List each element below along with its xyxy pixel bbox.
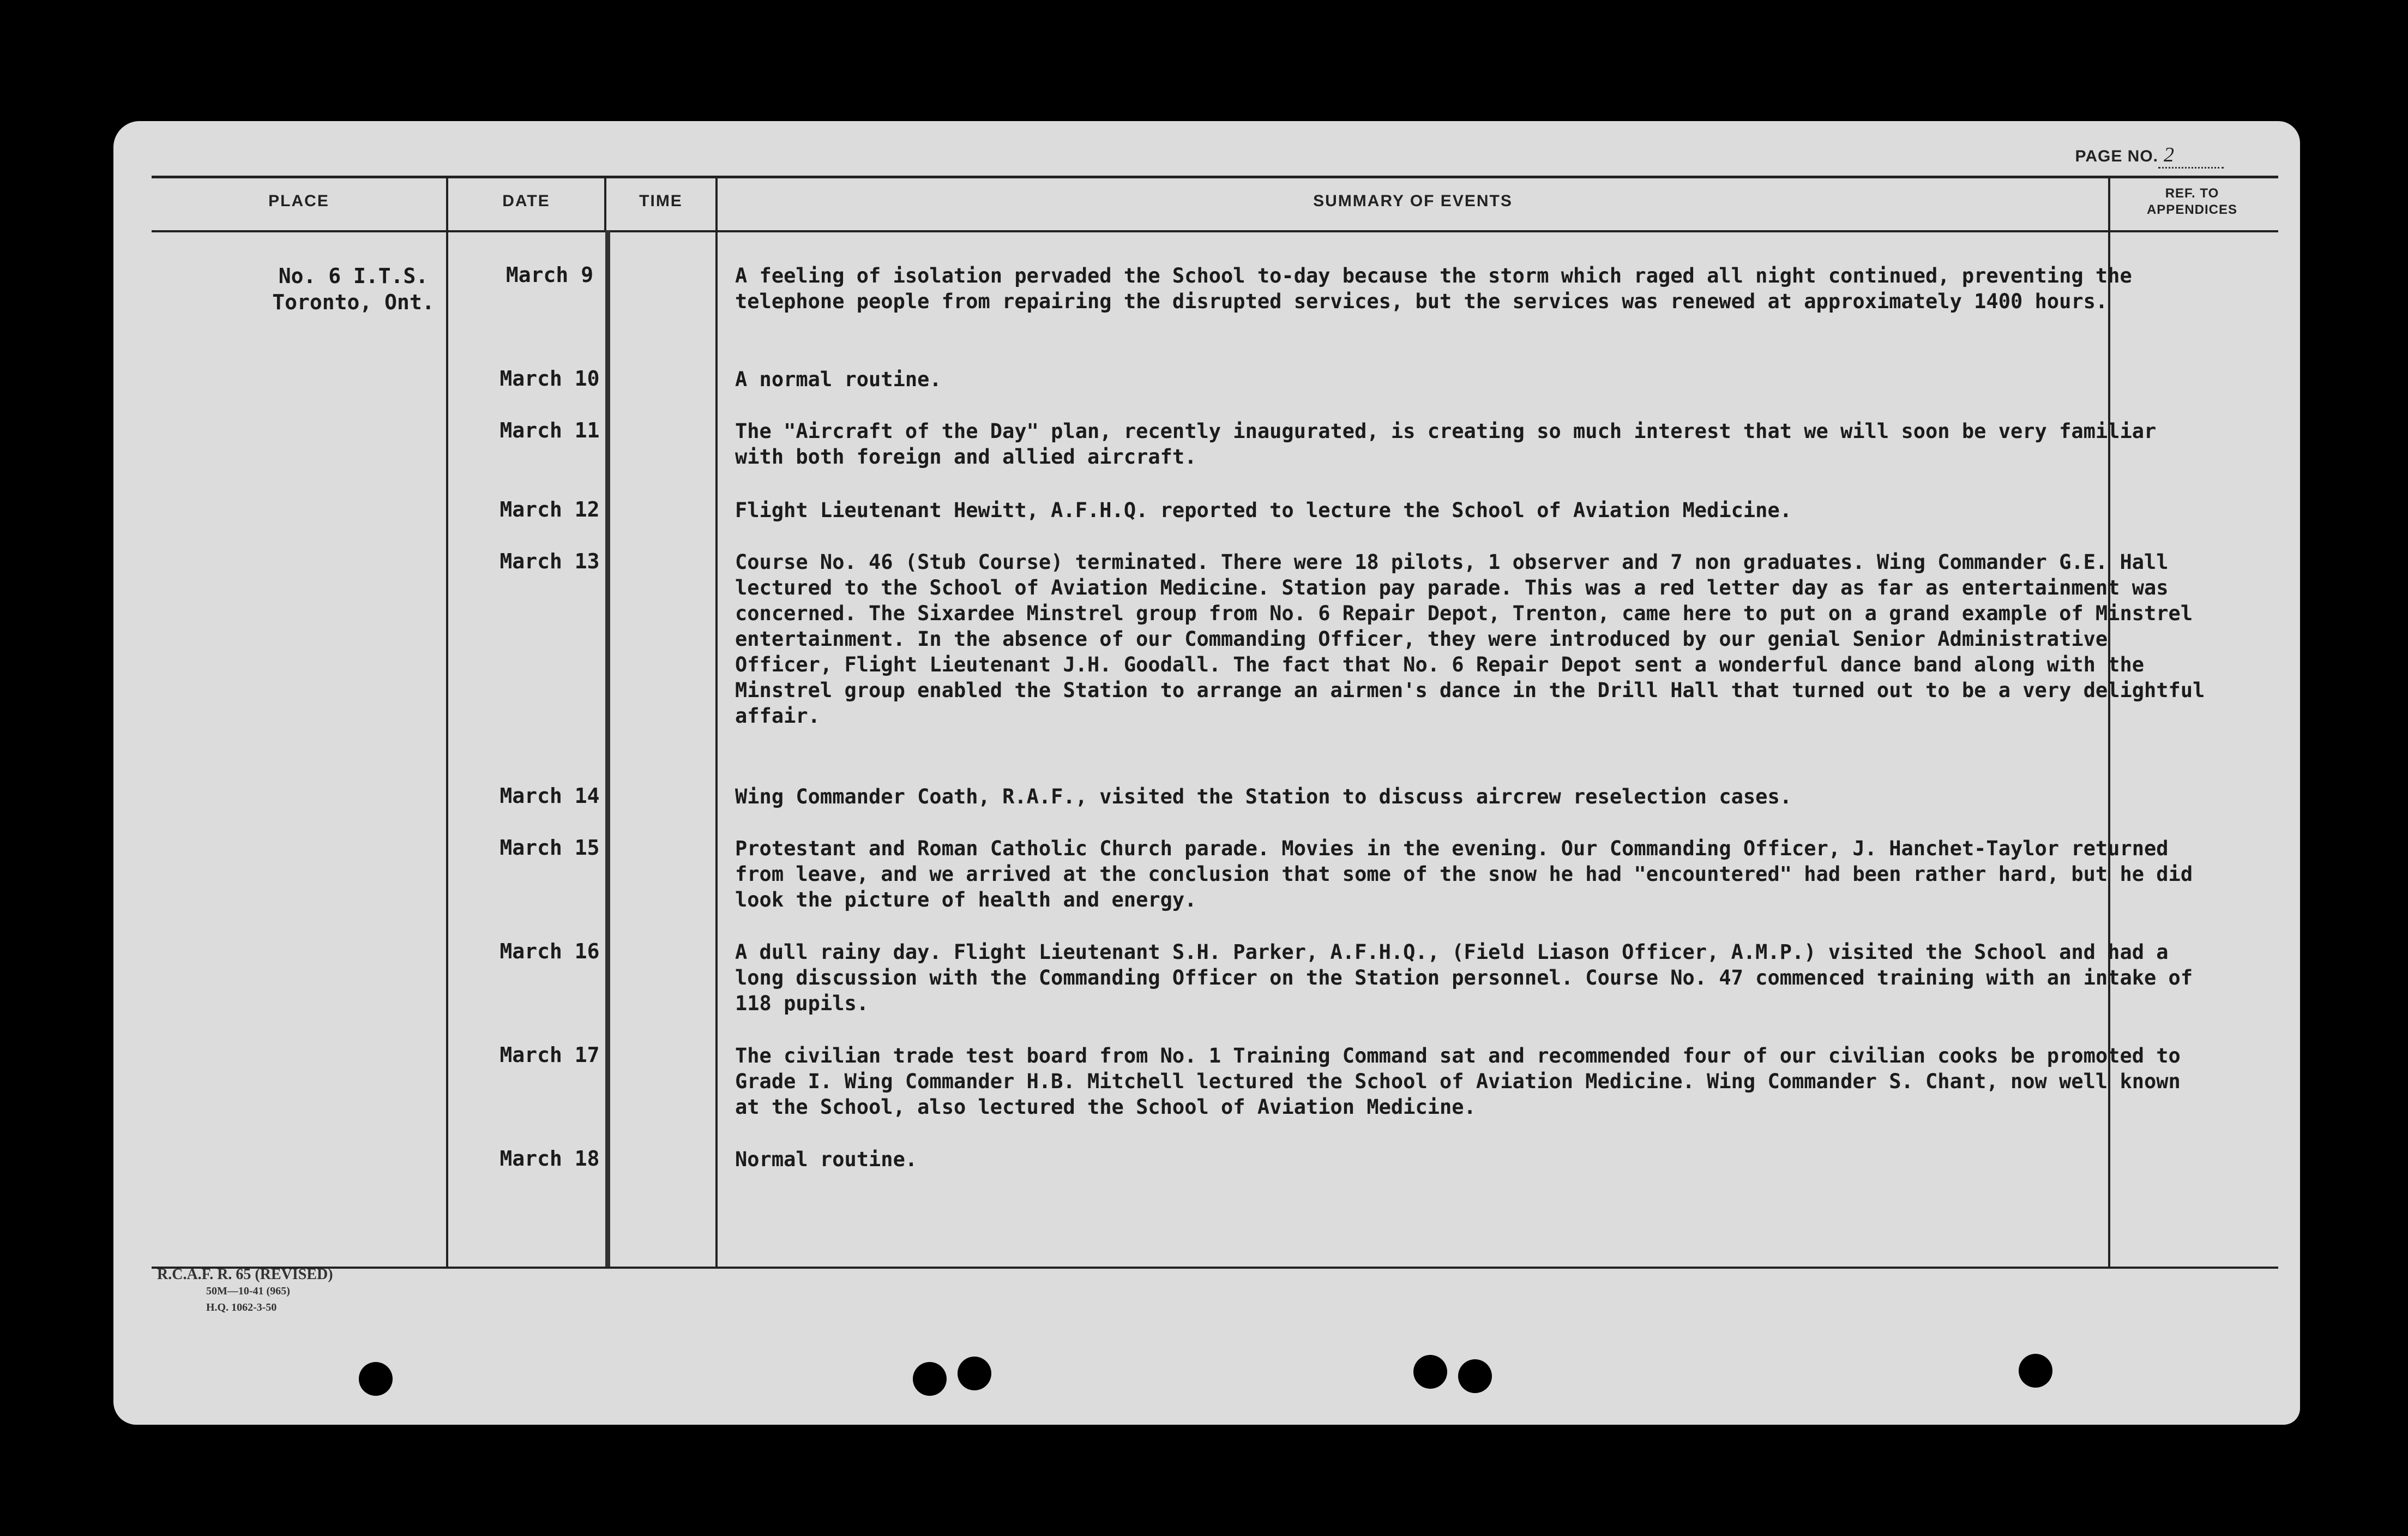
event-text: Normal routine.: [735, 1148, 918, 1171]
header-ref-line2: APPENDICES: [2146, 202, 2238, 217]
date-entry: March 16: [499, 939, 600, 963]
column-divider-place: [446, 178, 448, 1267]
event-text: A dull rainy day. Flight Lieutenant S.H. Parker, A.F.H.Q., (Field Liason Officer, A.M.P.) visited the School and had a long discussion with the Commanding Officer on the Station personnel. Course No. 47 commenced training with an intake of 118 pupils.: [735, 940, 2205, 1015]
date-entry: March 14: [499, 784, 600, 808]
binder-hole: [958, 1357, 991, 1390]
binder-hole: [913, 1362, 947, 1396]
header-place: PLACE: [268, 192, 329, 210]
form-number: [157, 1267, 333, 1316]
date-entry: March 18: [499, 1147, 600, 1171]
top-rule: [152, 176, 2278, 178]
header-time: TIME: [639, 192, 683, 210]
event-text: The "Aircraft of the Day" plan, recently inaugurated, is creating so much interest that we will soon be very familiar with both foreign and allied aircraft.: [735, 419, 2169, 469]
event-text: Course No. 46 (Stub Course) terminated. There were 18 pilots, 1 observer and 7 non graduates. Wing Commander G.E. Hall lectured to the School of Aviation Medicine. Station pay parade. This was a red letter day as far as entertainment was concerned. The Sixardee Minstrel group from No. 6 Repair Depot, Trenton, came here to put on a grand example of Minstrel entertainment. In the absence of our Commanding Officer, they were introduced by our genial Senior Administrative Officer, Flight Lieutenant J.H. Goodall. The fact that No. 6 Repair Depot sent a wonderful dance band along with the Minstrel group enabled the Station to arrange an airmen's dance in the Drill Hall that turned out to be a very delightful affair.: [735, 550, 2217, 728]
page-number: [2075, 143, 2224, 169]
event-text: The civilian trade test board from No. 1 Training Command sat and recommended four of our civilian cooks be promoted to Grade I. Wing Commander H.B. Mitchell lectured the School of Aviation Medicine. Wing Commander S. Chant, now well known at the School, also lectured the School of Aviation Medicine.: [735, 1044, 2193, 1119]
date-entry: March 9: [505, 263, 594, 287]
form-number-line2: 50M—10-41 (965): [206, 1285, 290, 1297]
form-number-line1: R.C.A.F. R. 65 (REVISED): [157, 1266, 333, 1283]
form-number-line3: H.Q. 1062-3-50: [206, 1301, 277, 1313]
bottom-rule: [152, 1267, 2278, 1269]
date-entry: March 10: [499, 367, 600, 391]
header-ref-line1: REF. TO: [2165, 186, 2219, 201]
event-text: Protestant and Roman Catholic Church parade. Movies in the evening. Our Commanding Officer, J. Hanchet-Taylor returned from leave, and we arrived at the conclusion that some of the snow he had "encountered" had been rather hard, but he did look the picture of health and energy.: [735, 837, 2205, 911]
date-entry: March 13: [499, 549, 600, 573]
binder-hole: [1458, 1359, 1492, 1393]
header-rule: [152, 230, 2278, 232]
page-number-value: 2: [2158, 143, 2224, 169]
event-text: Flight Lieutenant Hewitt, A.F.H.Q. reported to lecture the School of Aviation Medicine.: [735, 499, 1792, 522]
date-entry: March 11: [499, 418, 600, 442]
event-text: Wing Commander Coath, R.A.F., visited the Station to discuss aircrew reselection cases.: [735, 785, 1792, 808]
date-entry: March 15: [499, 836, 600, 860]
event-text: A feeling of isolation pervaded the School to-day because the storm which raged all night continued, preventing the telephone people from repairing the disrupted services, but the services was renewed at approximately 1400 hours.: [735, 264, 2145, 313]
date-entry: March 12: [499, 497, 600, 521]
header-ref-appendices: [2110, 185, 2274, 218]
column-divider-time: [715, 178, 718, 1267]
header-date: DATE: [502, 192, 550, 210]
diary-card: [113, 121, 2300, 1425]
place-entry: No. 6 I.T.S. Toronto, Ont.: [272, 264, 435, 314]
binder-hole: [1413, 1355, 1447, 1389]
binder-hole: [359, 1362, 393, 1396]
event-text: A normal routine.: [735, 368, 942, 391]
binder-hole: [2019, 1354, 2052, 1388]
page-number-label: PAGE NO.: [2075, 147, 2158, 165]
header-summary: SUMMARY OF EVENTS: [1313, 192, 1513, 210]
date-entry: March 17: [499, 1043, 600, 1067]
